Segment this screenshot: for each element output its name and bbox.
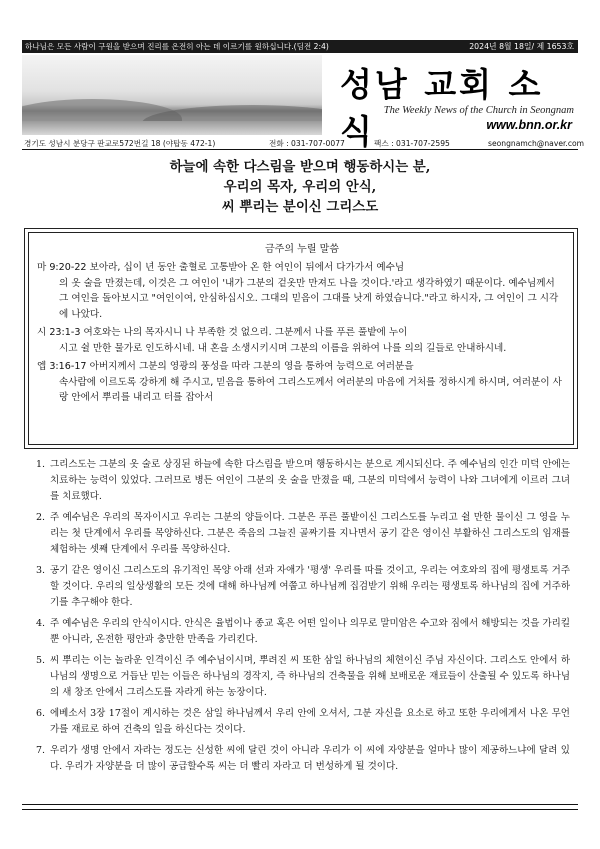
headline xyxy=(60,157,540,217)
point-text: 주 예수님은 우리의 목자이시고 우리는 그분의 양들이다. 그분은 푸른 풀밭이신 그리스도를 누리고 쉴 만한 물이신 그 영을 누리는 첫 단계에서 우리를 목양하신다. 그분은 죽음의 그늘진 골짜기를 지나면서 공기 같은 영이신 부활하신 그리스도의 임재를 체험하는 셋째 단계에서 우리를 목양하신다. xyxy=(50,512,570,555)
verse-continuation: 시고 쉴 만한 물가로 인도하시네. 내 혼을 소생시키시며 그분의 이름을 위하여 나를 의의 길들로 안내하시네. xyxy=(59,342,507,354)
verse-item xyxy=(37,325,567,356)
verse-item xyxy=(37,260,567,322)
website-link[interactable]: www.bnn.or.kr xyxy=(486,118,572,132)
issue-date: 2024년 8월 18일/ 제 1653호 xyxy=(469,42,574,51)
headline-line: 하늘에 속한 다스림을 받으며 행동하시는 분, xyxy=(169,159,431,175)
outline-point xyxy=(36,563,570,611)
verse-first-line: 시 23:1-3 여호와는 나의 목자시니 나 부족한 것 없으리. 그분께서 나를 푸른 풀밭에 누이 xyxy=(37,327,408,338)
phone-number: 전화 : 031-707-0077 xyxy=(269,139,345,148)
point-number: 1. xyxy=(36,459,46,470)
verse-heading: 금주의 누릴 말씀 xyxy=(265,244,339,255)
landscape-photo xyxy=(22,55,322,135)
point-number: 4. xyxy=(36,618,46,629)
outline-points xyxy=(36,457,570,780)
point-number: 7. xyxy=(36,745,46,756)
footer-divider xyxy=(22,804,578,810)
verse-continuation: 의 옷 술을 만졌는데, 이것은 그 여인이 '내가 그분의 겉옷만 만져도 나을 것이다.'라고 생각하였기 때문이다. 예수님께서 그 여인을 돌아보시고 "여인이여, 안심하십시오. 그대의 믿음이 그대를 낫게 하였습니다."라고 하시자, 그 여인이 그 시각에 나았다. xyxy=(59,277,559,320)
newsletter-title: 성남 교회 소식 xyxy=(340,65,544,151)
point-number: 2. xyxy=(36,512,46,523)
outline-point xyxy=(36,743,570,775)
point-text: 주 예수님은 우리의 안식이시다. 안식은 율법이나 종교 혹은 어떤 일이나 의무로 말미암은 수고와 짐에서 해방되는 것을 가리킬 뿐 아니라, 온전한 평안과 충만한 만족을 가리킨다. xyxy=(50,618,570,645)
motto-text: 하나님은 모든 사람이 구원을 받으며 진리를 온전히 아는 데 이르기를 원하십니다.(딤전 2:4) xyxy=(25,42,329,51)
verse-first-line: 마 9:20-22 보아라, 십이 년 동안 출혈로 고통받아 온 한 여인이 뒤에서 다가가서 예수님 xyxy=(37,262,405,273)
point-text: 씨 뿌리는 이는 놀라운 인격이신 주 예수님이시며, 뿌려진 씨 또한 삼일 하나님의 체현이신 주님 자신이다. 그리스도 안에서 하나님의 생명으로 거듭난 믿는 이들은 하나님의 경작지, 즉 하나님의 건축물을 위해 보배로운 재료들이 산출될 수 있도록 하나님의 새 창조 안에서 그리스도를 자라게 하는 농장이다. xyxy=(50,655,570,698)
point-number: 6. xyxy=(36,708,46,719)
water-shape xyxy=(22,121,322,135)
point-text: 우리가 생명 안에서 자라는 정도는 신성한 씨에 달린 것이 아니라 우리가 이 씨에 자양분을 얼마나 많이 제공하느냐에 달려 있다. 우리가 자양분을 더 많이 공급할수록 씨는 더 빨리 자라고 더 번성하게 될 것이다. xyxy=(50,745,570,772)
motto-banner xyxy=(22,40,578,53)
point-number: 5. xyxy=(36,655,46,666)
outline-point xyxy=(36,510,570,558)
outline-point xyxy=(36,616,570,648)
verse-continuation: 속사람에 이르도록 강하게 해 주시고, 믿음을 통하여 그리스도께서 여러분의 마음에 거처를 정하시게 하시며, 여러분이 사랑 안에서 뿌리를 내리고 터를 잡아서 xyxy=(59,376,562,403)
newsletter-subtitle: The Weekly News of the Church in Seongnam xyxy=(383,105,574,116)
verse-item xyxy=(37,359,567,406)
outline-point xyxy=(36,457,570,505)
fax-number: 팩스 : 031-707-2595 xyxy=(374,139,450,148)
outline-point xyxy=(36,706,570,738)
outline-point xyxy=(36,653,570,701)
point-text: 그리스도는 그분의 옷 술로 상징된 하늘에 속한 다스림을 받으며 행동하시는 분으로 계시되신다. 주 예수님의 인간 미덕 안에는 치료하는 능력이 있었다. 그러므로 병든 여인이 그분의 옷 술을 만졌을 때, 그분의 미덕에서 능력이 나와 그녀에게 이르러 그녀를 치료했다. xyxy=(50,459,570,502)
point-text: 공기 같은 영이신 그리스도의 유기적인 목양 아래 선과 자애가 '평생' 우리를 따를 것이고, 우리는 여호와의 집에 평생토록 거주할 것이다. 우리의 일상생활의 모든 것에 대해 하나님께 여쭙고 하나님께 집검받기 위해 우리는 평생토록 하나님의 집에 거주하기를 추구해야 한다. xyxy=(50,565,570,608)
church-address: 경기도 성남시 분당구 판교로572번길 18 (야탑동 472-1) xyxy=(24,139,216,148)
verse-first-line: 엡 3:16-17 아버지께서 그분의 영광의 풍성을 따라 그분의 영을 통하여 능력으로 여러분을 xyxy=(37,361,414,372)
verse-box xyxy=(24,228,578,449)
email-address[interactable]: seongnamch@naver.com xyxy=(488,139,585,148)
headline-line: 우리의 목자, 우리의 안식, xyxy=(223,179,377,195)
contact-line xyxy=(22,137,585,150)
point-text: 에베소서 3장 17절이 계시하는 것은 삼일 하나님께서 우리 안에 오셔서, 그분 자신을 요소로 하고 또한 우리에게서 나온 무언가를 재료로 하여 건축의 일을 하신다는 것이다. xyxy=(50,708,570,735)
point-number: 3. xyxy=(36,565,46,576)
headline-line: 씨 뿌리는 분이신 그리스도 xyxy=(221,199,379,215)
